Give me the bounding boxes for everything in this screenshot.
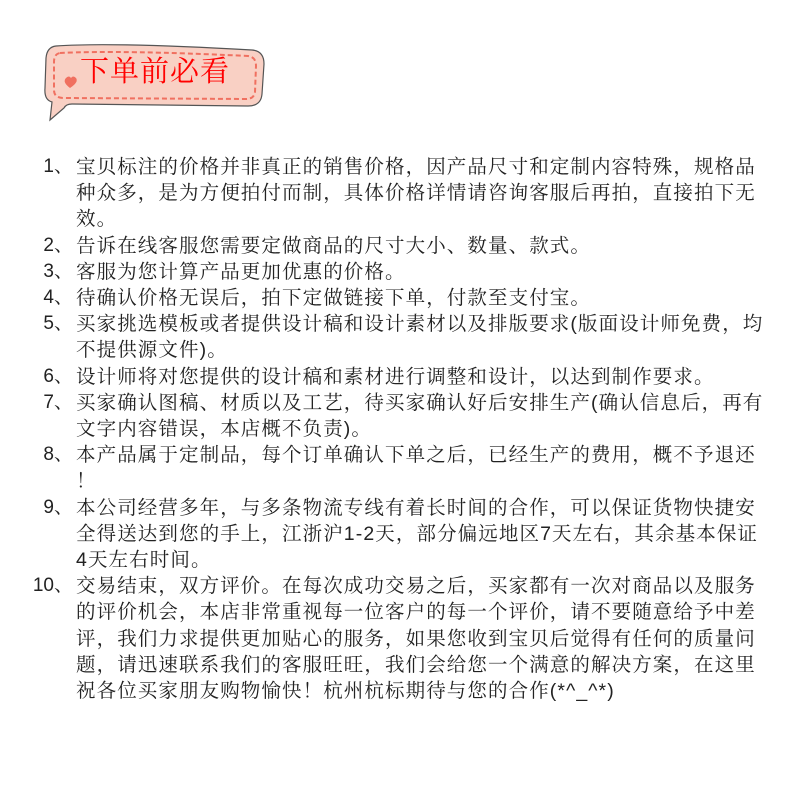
item-number: 5、: [43, 313, 73, 335]
item-number: 2、: [43, 234, 73, 256]
item-text-line: 不提供源文件)。: [76, 339, 228, 362]
list-item: [0, 259, 790, 285]
page-title: 下单前必看: [80, 56, 231, 88]
item-number: 8、: [43, 444, 73, 466]
item-number: 7、: [43, 391, 73, 413]
item-text-line: 宝贝标注的价格并非真正的销售价格，因产品尺寸和定制内容特殊，规格品: [76, 156, 756, 178]
item-text-line: 买家确认图稿、材质以及工艺，待买家确认好后安排生产(确认信息后，再有: [76, 391, 764, 414]
item-text-line: 文字内容错误，本店概不负责)。: [76, 418, 372, 441]
list-item: [0, 311, 790, 363]
item-text-line: 本产品属于定制品，每个订单确认下单之后，已经生产的费用，概不予退还: [76, 444, 756, 467]
item-text-line: 4天左右时间。: [76, 549, 212, 572]
list-item: [0, 442, 790, 494]
item-text-line: 题，请迅速联系我们的客服旺旺，我们会给您一个满意的解决方案，在这里: [76, 653, 756, 676]
item-text-line: 客服为您计算产品更加优惠的价格。: [76, 260, 406, 283]
list-item: [0, 495, 790, 574]
item-text-line: 本公司经营多年，与多条物流专线有着长时间的合作，可以保证货物快捷安: [76, 496, 756, 519]
item-text-line: 告诉在线客服您需要定做商品的尺寸大小、数量、款式。: [76, 234, 592, 257]
item-text-line: 祝各位买家朋友购物愉快！杭州杭标期待与您的合作(*^_^*): [76, 680, 615, 703]
item-text-line: 交易结束，双方评价。在每次成功交易之后，买家都有一次对商品以及服务: [76, 575, 756, 598]
item-text-line: 待确认价格无误后，拍下定做链接下单，付款至支付宝。: [76, 287, 592, 310]
list-item: [0, 285, 790, 311]
list-item: [0, 573, 790, 704]
item-number: 10、: [32, 575, 73, 597]
item-text-line: 全得送达到您的手上，江浙沪1-2天，部分偏远地区7天左右，其余基本保证: [76, 522, 759, 545]
item-number: 9、: [43, 496, 73, 518]
list-item: [0, 390, 790, 442]
item-text-line: 设计师将对您提供的设计稿和素材进行调整和设计，以达到制作要求。: [76, 365, 715, 388]
item-text-line: 的评价机会，本店非常重视每一位客户的每一个评价，请不要随意给予中差: [76, 601, 756, 624]
item-number: 1、: [43, 156, 73, 177]
list-item: [0, 154, 790, 233]
item-number: 3、: [43, 260, 73, 282]
item-number: 4、: [43, 287, 73, 309]
item-text-line: 种众多，是为方便拍付而制，具体价格详情请咨询客服后再拍，直接拍下无: [76, 182, 756, 205]
item-text-line: 买家挑选模板或者提供设计稿和设计素材以及排版要求(版面设计师免费，均: [76, 313, 764, 336]
item-text-line: 评，我们力求提供更加贴心的服务，如果您收到宝贝后觉得有任何的质量问: [76, 627, 756, 650]
item-number: 6、: [43, 365, 73, 387]
item-text-line: ！: [76, 470, 97, 493]
item-text-line: 效。: [76, 208, 118, 231]
list-item: [0, 364, 790, 390]
notice-list: [0, 154, 790, 704]
list-item: [0, 233, 790, 259]
